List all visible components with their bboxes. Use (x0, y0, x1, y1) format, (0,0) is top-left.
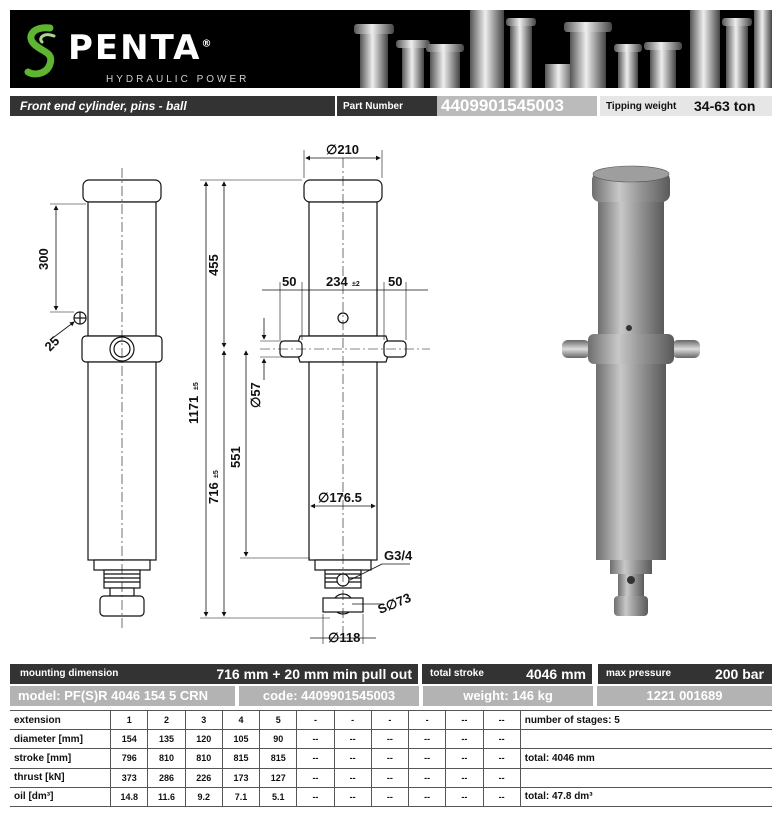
table-cell: -- (409, 749, 446, 768)
row-label: diameter [mm] (10, 730, 111, 749)
table-cell: 154 (111, 730, 148, 749)
part-number-label: Part Number (337, 96, 437, 116)
dim-1171: 1171 (186, 395, 201, 424)
brand-name: PENTA® (68, 28, 214, 68)
table-cell: 173 (222, 768, 259, 787)
table-cell: -- (297, 768, 334, 787)
dim-diameter-210: ∅210 (326, 142, 360, 157)
table-cell: - (371, 711, 408, 730)
table-row (10, 711, 772, 730)
table-cell: 286 (148, 768, 185, 787)
table-cell: 226 (185, 768, 222, 787)
spec-bar (10, 664, 772, 684)
table-cell: 7.1 (222, 787, 259, 806)
table-cell: 373 (111, 768, 148, 787)
table-cell: -- (371, 730, 408, 749)
max-pressure-value: 200 bar (698, 664, 772, 684)
table-cell: - (334, 711, 371, 730)
table-cell: 2 (148, 711, 185, 730)
table-cell: -- (483, 749, 520, 768)
table-cell: - (297, 711, 334, 730)
dim-50-right: 50 (388, 274, 403, 289)
row-label: extension (10, 711, 111, 730)
row-note: total: 4046 mm (520, 749, 772, 768)
row-label: thrust [kN] (10, 768, 111, 787)
dim-50-left: 50 (282, 274, 297, 289)
table-cell: -- (483, 711, 520, 730)
table-cell: 5 (260, 711, 297, 730)
table-cell: 810 (185, 749, 222, 768)
code-value: code: 4409901545003 (239, 686, 419, 706)
table-cell: 120 (185, 730, 222, 749)
technical-drawing (10, 128, 772, 658)
row-note (520, 768, 772, 787)
dim-455: 455 (206, 254, 221, 276)
table-cell: -- (446, 749, 483, 768)
cylinder-collage-image (330, 10, 772, 88)
penta-logo (20, 22, 260, 85)
table-cell: 11.6 (148, 787, 185, 806)
dim-25: 25 (41, 333, 63, 355)
dim-g3-4: G3/4 (384, 548, 413, 563)
dim-234-tolerance: ±2 (352, 281, 360, 288)
table-cell: 9.2 (185, 787, 222, 806)
dim-diameter-118: ∅118 (328, 630, 361, 645)
table-cell: -- (334, 749, 371, 768)
table-cell: - (409, 711, 446, 730)
row-note (520, 730, 772, 749)
table-cell: -- (297, 787, 334, 806)
table-cell: -- (483, 768, 520, 787)
row-label: stroke [mm] (10, 749, 111, 768)
table-cell: -- (297, 749, 334, 768)
dim-s-diameter-73: S∅73 (375, 589, 414, 617)
model-value: model: PF(S)R 4046 154 5 CRN (10, 686, 235, 706)
table-row (10, 787, 772, 806)
table-cell: -- (334, 768, 371, 787)
table-cell: -- (446, 730, 483, 749)
row-label: oil [dm³] (10, 787, 111, 806)
cylinder-3d-render (562, 166, 700, 616)
tipping-weight-label: Tipping weight (600, 96, 690, 116)
table-cell: -- (483, 730, 520, 749)
total-stroke-label: total stroke (422, 664, 507, 684)
dim-716: 716 (206, 482, 221, 504)
dim-300: 300 (36, 248, 51, 270)
table-cell: 127 (260, 768, 297, 787)
table-row (10, 768, 772, 787)
dim-234: 234 (326, 274, 348, 289)
table-cell: 90 (260, 730, 297, 749)
table-cell: 135 (148, 730, 185, 749)
table-cell: 5.1 (260, 787, 297, 806)
dim-716-tolerance: ±5 (213, 470, 220, 478)
reference-number: 1221 001689 (597, 686, 772, 706)
table-cell: 810 (148, 749, 185, 768)
weight-value: weight: 146 kg (423, 686, 593, 706)
row-note: total: 47.8 dm³ (520, 787, 772, 806)
total-stroke-value: 4046 mm (507, 664, 592, 684)
max-pressure-label: max pressure (598, 664, 698, 684)
dim-551: 551 (228, 446, 243, 468)
brand-tagline: HYDRAULIC POWER (106, 74, 250, 85)
product-title: Front end cylinder, pins - ball (10, 96, 335, 116)
row-note: number of stages: 5 (520, 711, 772, 730)
table-row (10, 730, 772, 749)
table-cell: 815 (222, 749, 259, 768)
table-cell: -- (483, 787, 520, 806)
table-cell: -- (446, 768, 483, 787)
dim-diameter-176-5: ∅176.5 (318, 490, 362, 505)
dim-diameter-57: ∅57 (248, 382, 263, 408)
dim-1171-tolerance: ±5 (193, 382, 200, 390)
table-cell: -- (446, 787, 483, 806)
table-cell: 3 (185, 711, 222, 730)
table-cell: -- (409, 787, 446, 806)
mounting-dimension-label: mounting dimension (10, 664, 180, 684)
table-cell: 14.8 (111, 787, 148, 806)
table-cell: -- (371, 787, 408, 806)
table-cell: 1 (111, 711, 148, 730)
part-number-value: 4409901545003 (437, 96, 597, 116)
table-cell: -- (297, 730, 334, 749)
mounting-dimension-value: 716 mm + 20 mm min pull out (180, 664, 418, 684)
table-cell: -- (371, 768, 408, 787)
table-cell: -- (446, 711, 483, 730)
table-cell: 796 (111, 749, 148, 768)
table-cell: -- (334, 730, 371, 749)
header-banner (10, 10, 772, 88)
tipping-weight-value: 34-63 ton (690, 96, 772, 116)
table-cell: -- (409, 768, 446, 787)
side-view-cylinder (74, 180, 162, 616)
table-row (10, 749, 772, 768)
table-cell: 4 (222, 711, 259, 730)
table-cell: -- (334, 787, 371, 806)
penta-swirl-icon (20, 22, 64, 80)
table-cell: -- (371, 749, 408, 768)
title-bar (10, 96, 772, 116)
table-cell: 105 (222, 730, 259, 749)
table-cell: -- (409, 730, 446, 749)
table-cell: 815 (260, 749, 297, 768)
stages-table (10, 710, 772, 807)
model-bar (10, 686, 772, 706)
